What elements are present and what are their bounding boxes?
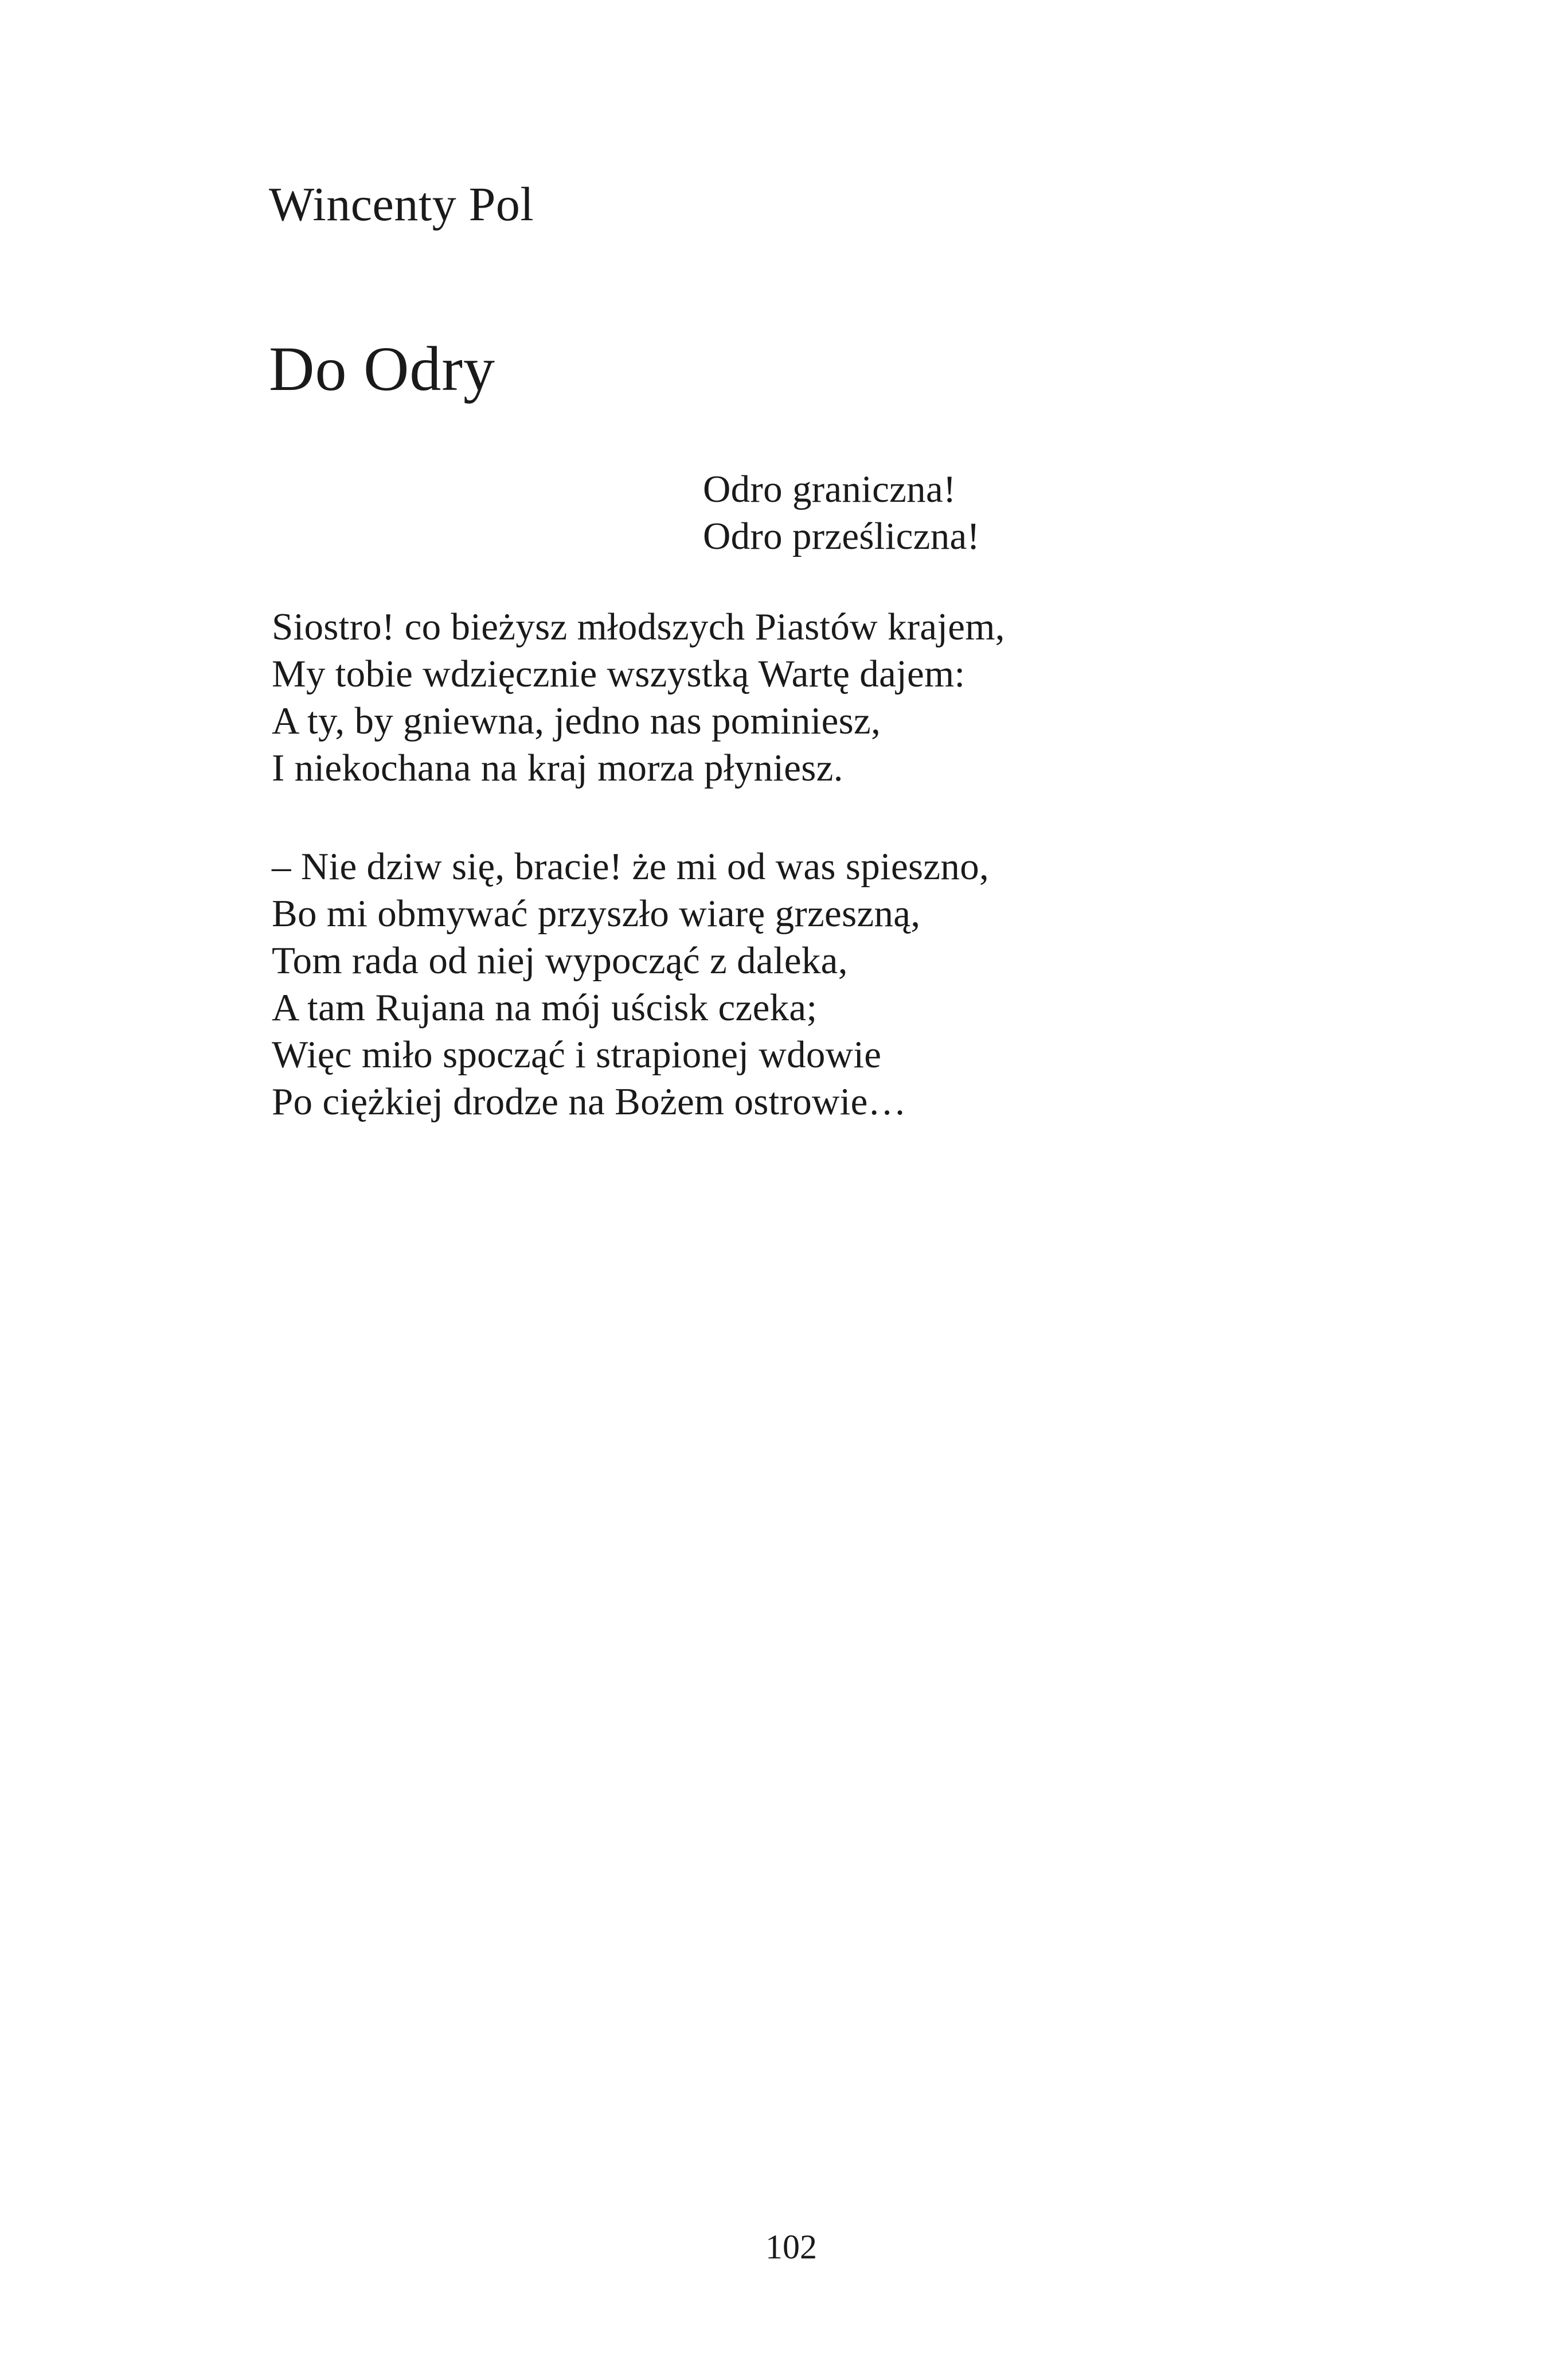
epigraph bbox=[703, 466, 980, 560]
stanza-2 bbox=[272, 843, 989, 1125]
verse-line: A tam Rujana na mój uścisk czeka; bbox=[272, 986, 818, 1029]
verse-line: My tobie wdzięcznie wszystką Wartę dajem: bbox=[272, 653, 965, 695]
verse-line: A ty, by gniewna, jedno nas pominiesz, bbox=[272, 700, 881, 742]
verse-line: – Nie dziw się, bracie! że mi od was spieszno, bbox=[272, 845, 990, 888]
poem-title: Do Odry bbox=[269, 334, 496, 404]
epigraph-line: Odro graniczna! bbox=[703, 468, 956, 510]
verse-line: Siostro! co bieżysz młodszych Piastów krajem, bbox=[272, 606, 1005, 648]
verse-line: Po ciężkiej drodze na Bożem ostrowie… bbox=[272, 1080, 906, 1123]
epigraph-line: Odro prześliczna! bbox=[703, 515, 980, 557]
verse-line: Bo mi obmywać przyszło wiarę grzeszną, bbox=[272, 892, 921, 935]
verse-line: Więc miło spocząć i strapionej wdowie bbox=[272, 1033, 882, 1076]
verse-line: Tom rada od niej wypocząć z daleka, bbox=[272, 939, 848, 982]
page-number: 102 bbox=[765, 2228, 817, 2266]
verse-line: I niekochana na kraj morza płyniesz. bbox=[272, 747, 843, 789]
stanza-1 bbox=[272, 603, 1005, 791]
author-name: Wincenty Pol bbox=[269, 178, 534, 231]
